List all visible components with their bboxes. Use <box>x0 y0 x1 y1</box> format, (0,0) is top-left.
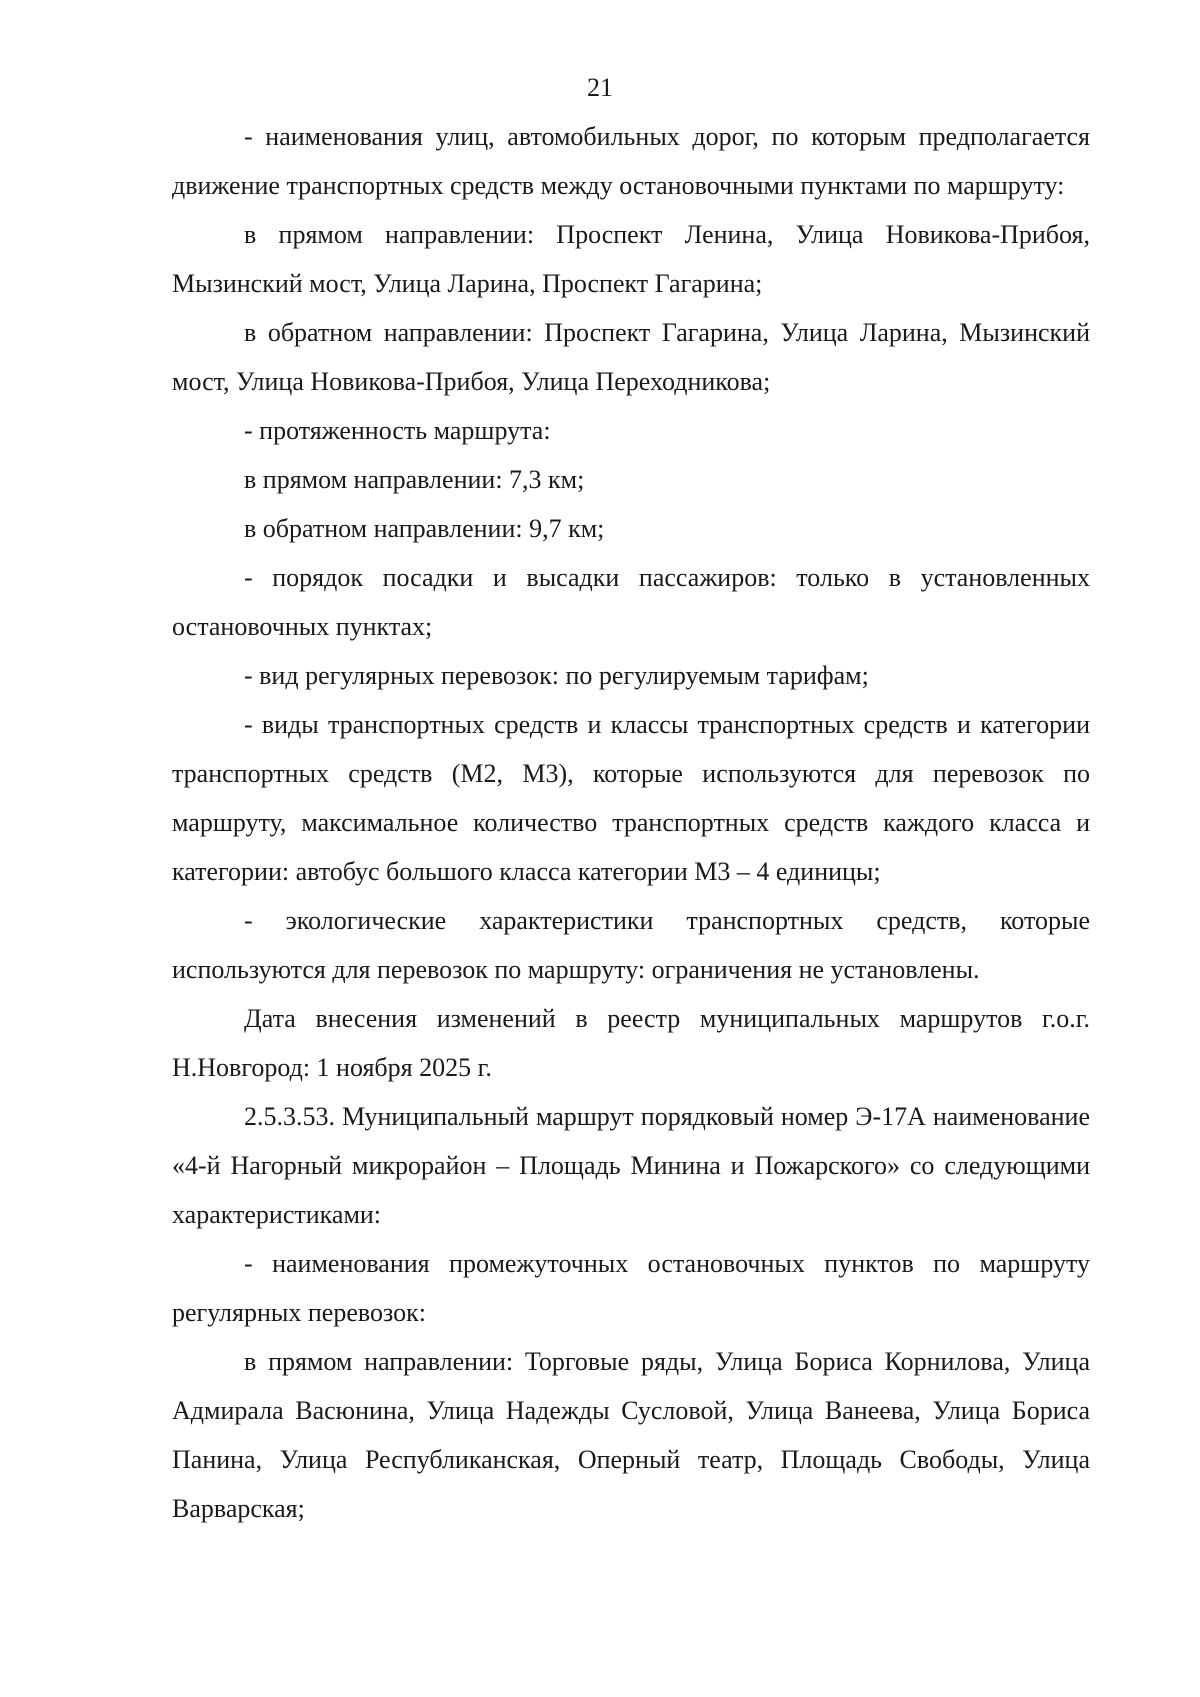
paragraph-forward-length: в прямом направлении: 7,3 км; <box>244 465 585 494</box>
paragraph-boarding-order: - порядок посадки и высадки пассажиров: только в установленных остановочных пунктах; <box>172 563 1090 641</box>
paragraph-reverse-streets: в обратном направлении: Проспект Гагарина, Улица Ларина, Мызинский мост, Улица Новикова-Прибоя, Улица Переходникова; <box>172 318 1090 396</box>
paragraph-stops-heading: - наименования промежуточных остановочных пунктов по маршруту регулярных перевозок: <box>172 1249 1090 1327</box>
paragraph-forward-streets: в прямом направлении: Проспект Ленина, Улица Новикова-Прибоя, Мызинский мост, Улица Ларина, Проспект Гагарина; <box>172 220 1090 298</box>
paragraph-transport-type: - вид регулярных перевозок: по регулируемым тарифам; <box>244 661 869 690</box>
paragraph-street-names: - наименования улиц, автомобильных дорог, по которым предполагается движение транспортных средств между остановочными пунктами по маршруту: <box>172 122 1090 200</box>
paragraph-route-heading: 2.5.3.53. Муниципальный маршрут порядковый номер Э-17А наименование «4-й Нагорный микрорайон – Площадь Минина и Пожарского» со следующими характеристиками: <box>172 1102 1090 1229</box>
paragraph-ecology: - экологические характеристики транспортных средств, которые используются для перевозок по маршруту: ограничения не установлены. <box>172 906 1090 984</box>
paragraph-forward-stops: в прямом направлении: Торговые ряды, Улица Бориса Корнилова, Улица Адмирала Васюнина, Улица Надежды Сусловой, Улица Ванеева, Улица Бориса Панина, Улица Республиканская, Оперный театр, Площадь Свободы, Улица Варварская; <box>172 1347 1090 1523</box>
paragraph-route-length: - протяженность маршрута: <box>244 416 551 445</box>
document-body <box>172 112 1090 1533</box>
paragraph-change-date: Дата внесения изменений в реестр муниципальных маршрутов г.о.г. Н.Новгород: 1 ноября 2025 г. <box>172 1004 1090 1082</box>
page-number: 21 <box>587 73 613 102</box>
paragraph-reverse-length: в обратном направлении: 9,7 км; <box>244 514 605 543</box>
paragraph-vehicle-classes: - виды транспортных средств и классы транспортных средств и категории транспортных средств (М2, М3), которые используются для перевозок по маршруту, максимальное количество транспортных средств каждого класса и категории: автобус большого класса категории М3 – 4 единицы; <box>172 710 1090 886</box>
